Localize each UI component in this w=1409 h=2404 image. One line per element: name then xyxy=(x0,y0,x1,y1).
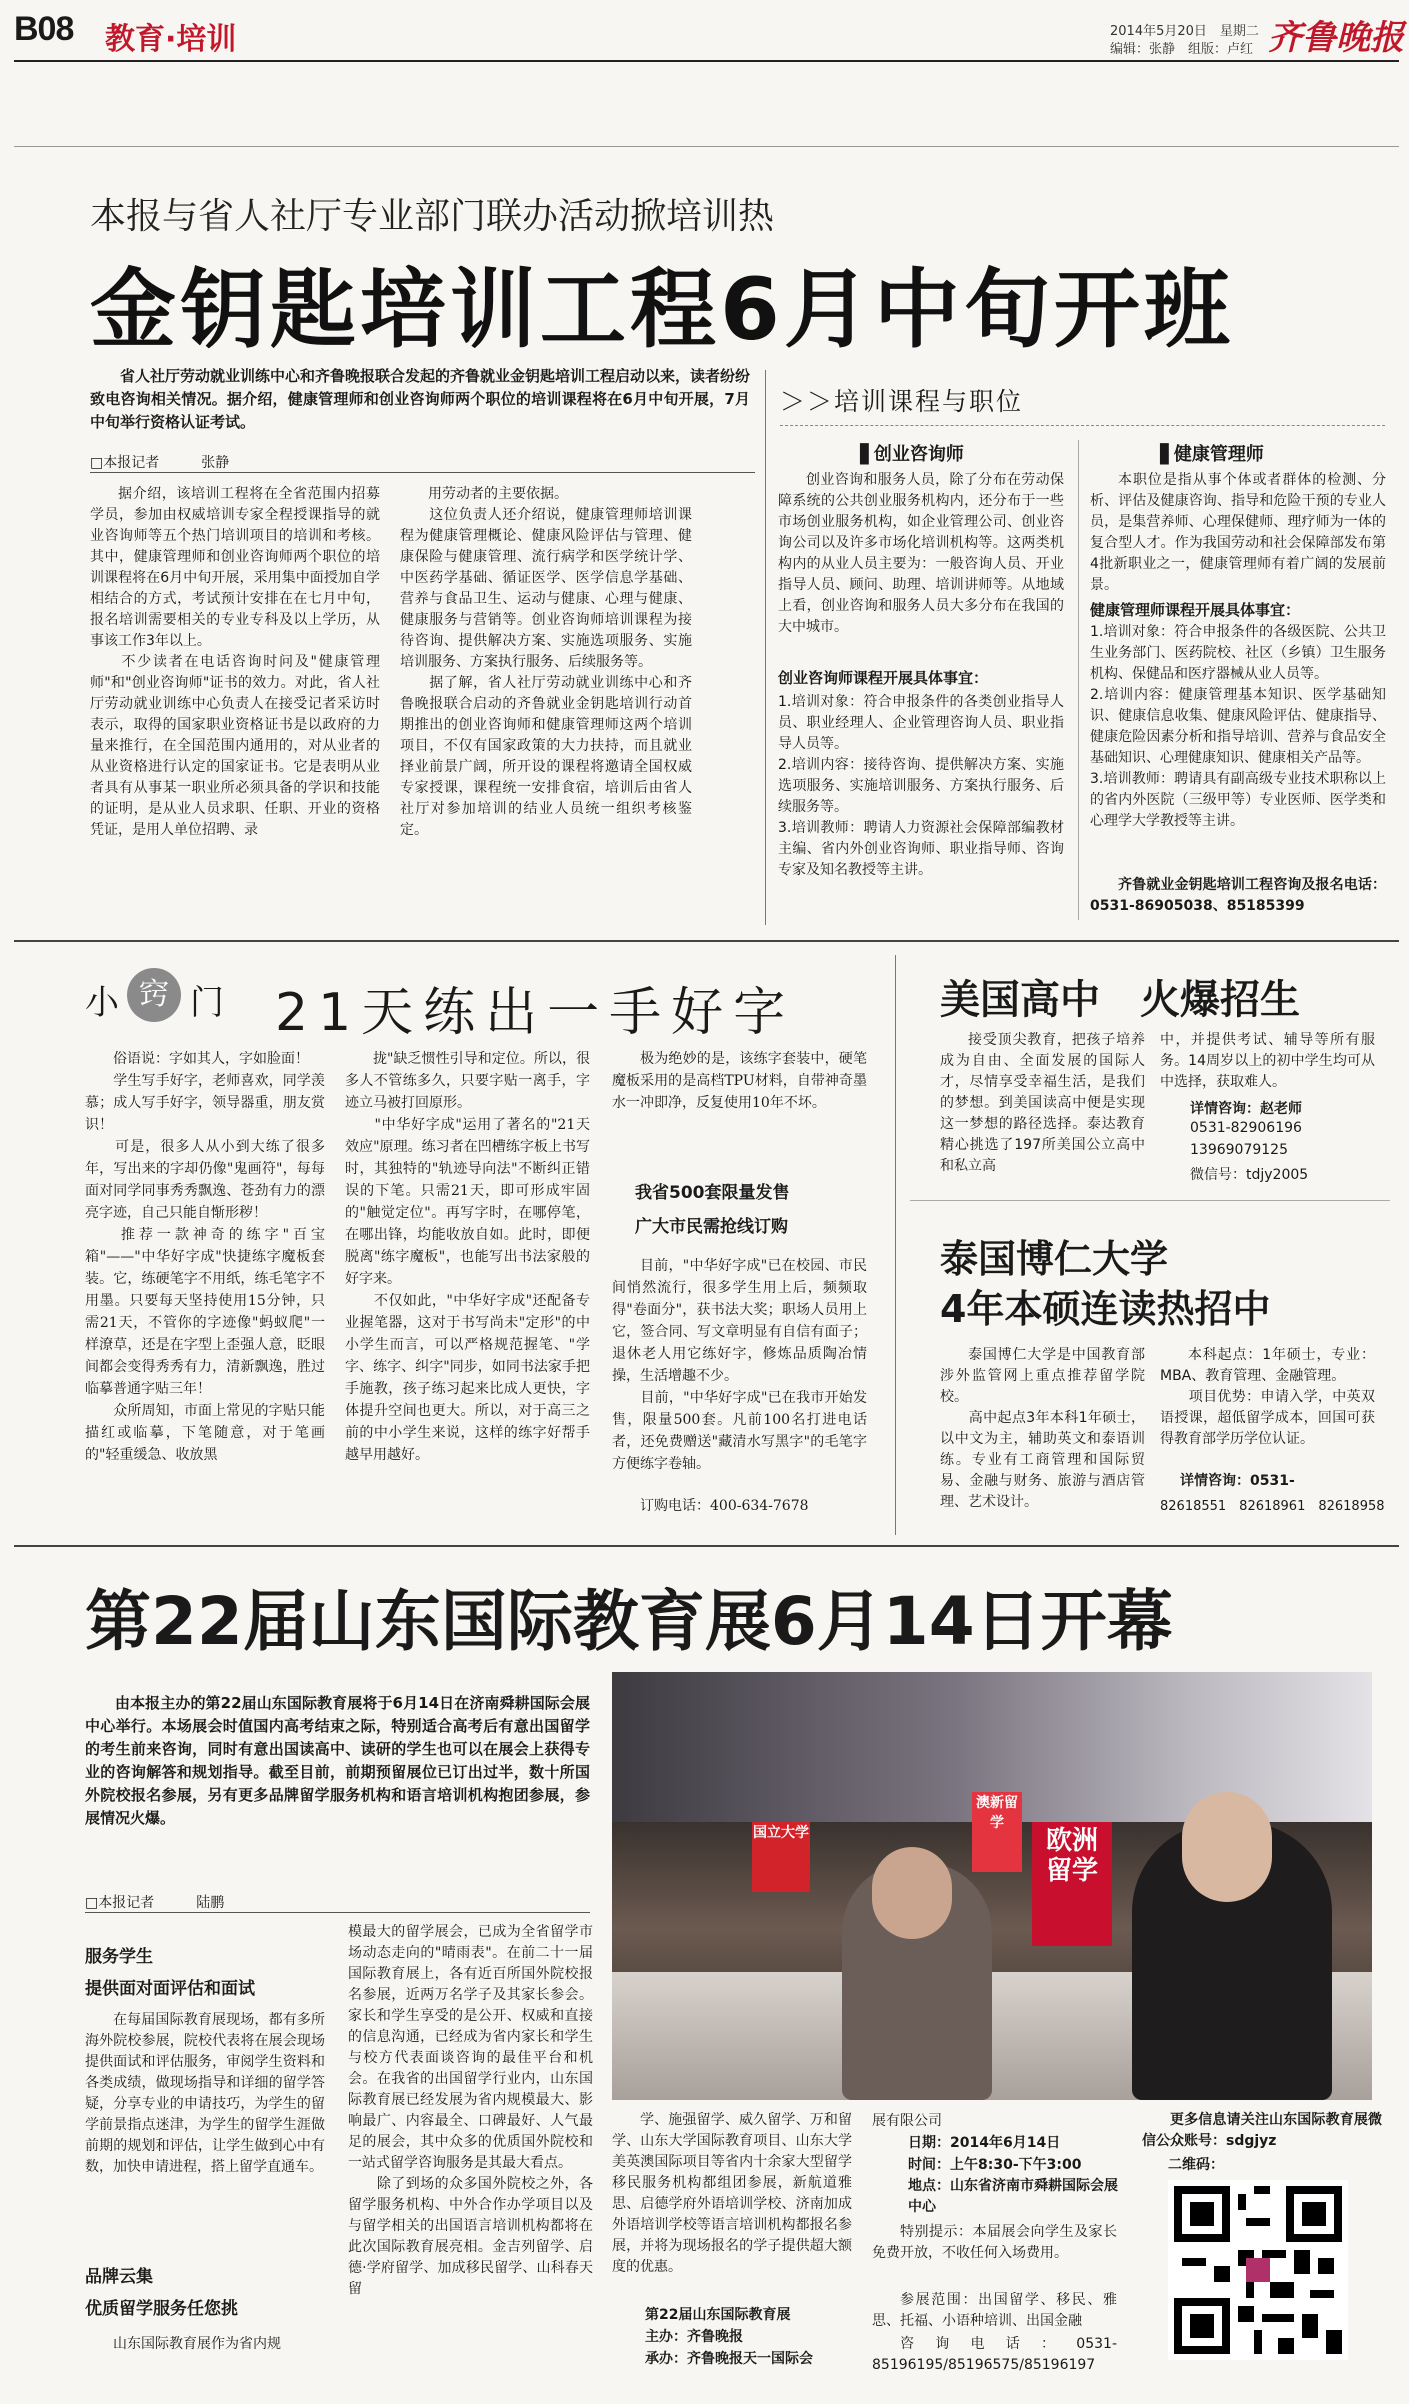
photo-sign-national-university: 国立大学 xyxy=(752,1822,810,1892)
column-badge-text: 窍 xyxy=(139,977,169,1012)
health-schedule-head: 健康管理师课程开展具体事宜： xyxy=(1090,601,1301,619)
article3-col1b: 山东国际教育展作为省内规 xyxy=(113,2336,281,2352)
undertaker: 承办：齐鲁晚报天一国际会 xyxy=(645,2351,813,2367)
article2-order-phone: 订购电话：400-634-7678 xyxy=(640,1498,809,1514)
thai-ad-title-2: 4年本硕连读热招中 xyxy=(940,1287,1271,1331)
article3-byline: □本报记者 陆鹏 xyxy=(85,1895,225,1911)
article2-col1: 俗语说：字如其人，字如脸面！ 学生写手好字，老师喜欢，同学羡慕；成人写手好字，领导器重，朋友赏识！ 可是，很多人从小到大练了很多年，写出来的字却仍像"鬼画符"，每每面对同学同事秀秀飘逸、苍劲有力的漂亮字迹，自己只能自惭形秽！ 推荐一款神奇的练字"百宝箱"——"中华好字成"快捷练字魔板套装。它，练硬笔字不用纸，练毛笔字不用墨。只要每天坚持使用15分钟，只需21天，不管你的字迹像"蚂蚁爬"一样潦草，还是在字型上歪强人意，眨眼间都会变得秀秀有力，清新飘逸，胜过临摹普通字贴三年！ 众所周知，市面上常见的字贴只能描红或临摹，下笔随意，对于笔画的"轻重缓急、收放黑 xyxy=(85,1051,325,1463)
entrepreneur-heading: ▋创业咨询师 xyxy=(860,444,964,465)
date-line: 2014年5月20日 星期二 xyxy=(1110,24,1259,39)
thai-ad-title-1: 泰国博仁大学 xyxy=(940,1237,1169,1281)
event-date: 日期：2014年6月14日 xyxy=(908,2135,1061,2151)
article3-col4: 展有限公司 xyxy=(872,2113,942,2129)
event-wechat: 更多信息请关注山东国际教育展微信公众账号：sdgjyz xyxy=(1142,2112,1382,2149)
training-sidebar-title: ＞＞培训课程与职位 xyxy=(780,387,1024,416)
article3-col1: 在每届国际教育展现场，都有多所海外院校参展，院校代表将在展会现场提供面试和评估服务，审阅学生资料和各类成绩，做现场指导和详细的留学答疑，分享专业的申请技巧，为学生的留学前景指点迷津，为学生的留学生涯做前期的规划和评估，让学生做到心中有数，加快申请进程，搭上留学直通车。 xyxy=(85,2012,325,2175)
column-badge xyxy=(127,968,181,1022)
article3-headline: 第22届山东国际教育展6月14日开幕 xyxy=(85,1583,1173,1660)
thai-ad-phones: 82618551 82618961 82618958 xyxy=(1160,1499,1385,1514)
entrepreneur-items: 1.培训对象：符合申报条件的各类创业指导人员、职业经理人、企业管理咨询人员、职业指导人员等。 2.培训内容：接待咨询、提供解决方案、实施选项服务、实施培训服务、方案执行服务、后续服务等。 3.培训教师：聘请人力资源社会保障部编教材主编、省内外创业咨询师、职业指导师、咨询专家及知名教授等主讲。 xyxy=(778,694,1064,878)
section-name: 教育·培训 xyxy=(105,22,237,57)
event-scope: 参展范围：出国留学、移民、雅思、托福、小语种培训、出国金融 xyxy=(872,2292,1117,2329)
event-venue: 地点：山东省济南市舜耕国际会展中心 xyxy=(908,2178,1118,2215)
article2-headline: 21天练出一手好字 xyxy=(275,983,796,1043)
article1-headline: 金钥匙培训工程6月中旬开班 xyxy=(90,260,1234,360)
article3-subhead-2a: 品牌云集 xyxy=(85,2267,153,2287)
article1-col2: 用劳动者的主要依据。 这位负责人还介绍说，健康管理师培训课程为健康管理概论、健康风险评估与管理、健康保险与健康管理、流行病学和医学统计学、中医药学基础、循证医学、医学信息学基础、营养与食品卫生、运动与健康、心理与健康、健康服务与营销等。创业咨询师培训课程为接待咨询、提供解决方案、实施选项服务、实施培训服务、方案执行服务、后续服务等。 据了解，省人社厅劳动就业训练中心和齐鲁晚报联合启动的齐鲁就业金钥匙培训行动首期推出的创业咨询师和健康管理师这两个培训项目，不仅有国家政策的大力扶持，而且就业择业前景广阔，所开设的课程将邀请全国权威专家授课，课程统一安排食宿，培训后由省人社厅对参加培训的结业人员统一组织考核鉴定。 xyxy=(400,486,692,838)
organizer-head: 第22届山东国际教育展 xyxy=(645,2307,791,2323)
article2-col3: 极为绝妙的是，该练字套装中，硬笔魔板采用的是高档TPU材料，自带神奇墨水一冲即净，反复使用10年不坏。 xyxy=(612,1051,867,1111)
article1-col1: 据介绍，该培训工程将在全省范围内招募学员，参加由权威培训专家全程授课指导的就业咨询师等五个热门培训项目的培训和考核。其中，健康管理师和创业咨询师两个职位的培训课程将在6月中旬开展，采用集中面授加自学相结合的方式，考试预计安排在在七月中旬，报名培训需要相关的专业专科及以上学历，从事该工作3年以上。 不少读者在电话咨询时问及"健康管理师"和"创业咨询师"证书的效力。对此，省人社厅劳动就业训练中心负责人在接受记者采访时表示，取得的国家职业资格证书是以政府的力量来推行，在全国范围内通用的，对从业者的从业资格进行认定的国家证书。它是表明从业者具有从事某一职业所必须具备的学识和技能的证明，是从业人员求职、任职、开业的资格凭证，是用人单位招聘、录 xyxy=(90,486,380,838)
event-time: 时间：上午8:30-下午3:00 xyxy=(908,2157,1082,2173)
thai-ad-body-right: 本科起点：1年硕士，专业：MBA、教育管理、金融管理。 项目优势：申请入学，中英双语授课，超低留学成本，回国可获得教育部学历学位认证。 xyxy=(1160,1347,1375,1447)
event-phone: 咨询电话：0531-85196195/85196575/85196197 xyxy=(872,2336,1117,2373)
article2-subhead-1: 我省500套限量发售 xyxy=(635,1183,790,1203)
page-code: B08 xyxy=(14,10,74,48)
article3-lead: 由本报主办的第22届山东国际教育展将于6月14日在济南舜耕国际会展中心举行。本场展会时值国内高考结束之际，特别适合高考后有意出国留学的考生前来咨询，同时有意出国读高中、读研的学生也可以在展会上获得专业的咨询解答和规划指导。截至目前，前期预留展位已订出过半，数十所国外院校报名参展，另有更多品牌留学服务机构和语言培训机构抱团参展，参展情况火爆。 xyxy=(85,1694,590,1827)
us-ad-phone-2: 13969079125 xyxy=(1190,1142,1288,1158)
article2-subhead-2: 广大市民需抢线订购 xyxy=(635,1217,788,1237)
header-rule xyxy=(14,60,1399,62)
article3-subhead-1b: 提供面对面评估和面试 xyxy=(85,1979,255,1999)
health-manager-heading: ▋健康管理师 xyxy=(1160,444,1264,465)
thai-ad-body-left: 泰国博仁大学是中国教育部涉外监管网上重点推荐留学院校。 高中起点3年本科1年硕士，以中文为主，辅助英文和泰语训练。专业有工商管理和国际贸易、金融与财务、旅游与酒店管理、艺术设计。 xyxy=(940,1347,1145,1510)
article1-byline: □本报记者 张静 xyxy=(90,455,230,471)
wechat-qr-code xyxy=(1168,2180,1348,2360)
article1-contact: 齐鲁就业金钥匙培训工程咨询及报名电话：0531-86905038、85185399 xyxy=(1090,877,1386,914)
photo-sign-europe: 欧洲 留学 xyxy=(1032,1822,1112,1946)
organizer: 主办：齐鲁晚报 xyxy=(645,2329,743,2345)
article3-col3: 学、施强留学、威久留学、万和留学、山东大学国际教育项目、山东大学美英澳国际项目等省内十余家大型留学移民服务机构都组团参展，新航道雅思、启德学府外语培训学校、济南加成外语培训学校等语言培训机构都报名参展，并将为现场报名的学子提供超大额度的优惠。 xyxy=(612,2112,852,2275)
us-ad-wechat: 微信号：tdjy2005 xyxy=(1190,1167,1309,1183)
article3-subhead-1a: 服务学生 xyxy=(85,1947,153,1967)
entrepreneur-intro: 创业咨询和服务人员，除了分布在劳动保障系统的公共创业服务机构内，还分布于一些市场创业服务机构，如企业管理公司、创业咨询公司以及许多市场化培训机构等。这两类机构内的从业人员主要为：一般咨询人员、开业指导人员、顾问、助理、培训讲师等。从地域上看，创业咨询和服务人员大多分布在我国的大中城市。 xyxy=(778,472,1064,635)
health-intro: 本职位是指从事个体或者群体的检测、分析、评估及健康咨询、指导和危险干预的专业人员，是集营养师、心理保健师、理疗师为一体的复合型人才。作为我国劳动和社会保障部发布第4批新职业之一，健康管理师有着广阔的发展前景。 xyxy=(1090,472,1386,593)
entrepreneur-schedule-head: 创业咨询师课程开展具体事宜： xyxy=(778,669,989,687)
event-notice: 特别提示：本届展会向学生及家长免费开放，不收任何入场费用。 xyxy=(872,2224,1117,2261)
article1-lead: 省人社厅劳动就业训练中心和齐鲁晚报联合发起的齐鲁就业金钥匙培训工程启动以来，读者纷纷致电咨询相关情况。据介绍，健康管理师和创业咨询师两个职位的培训课程将在6月中旬开展，7月中旬举行资格认证考试。 xyxy=(90,367,751,431)
us-ad-phone-1: 0531-82906196 xyxy=(1190,1120,1302,1136)
newspaper-logo: 齐鲁晚报 xyxy=(1268,18,1404,58)
article2-col2: 拢"缺乏惯性引导和定位。所以，很多人不管练多久，只要字贴一离手，字迹立马被打回原形。 "中华好字成"运用了著名的"21天效应"原理。练习者在凹槽练字板上书写时，其独特的"轨迹导向法"不断纠正错误的下笔。只需21天，即可形成牢固的"触觉定位"。再写字时，在哪停笔，在哪出锋，均能收放自如。此时，即便脱离"练字魔板"，也能写出书法家般的好字来。 不仅如此，"中华好字成"还配备专业握笔器，这对于书写尚未"定形"的中小学生而言，可以严格规范握笔、"学字、练字、纠字"同步，如同书法家手把手施教，孩子练习起来比成人更快，字体提升空间也更大。所以，对于高三之前的中小学生来说，这样的练字好帮手越早用越好。 xyxy=(345,1051,590,1463)
photo-sign-oceania: 澳新留学 xyxy=(972,1792,1022,1872)
health-items: 1.培训对象：符合申报条件的各级医院、公共卫生业务部门、医药院校、社区（乡镇）卫生服务机构、保健品和医疗器械从业人员等。 2.培训内容：健康管理基本知识、医学基础知识、健康信息收集、健康风险评估、健康指导、健康危险因素分析和指导培训、营养与食品安全基础知识、心理健康知识、健康相关产品等。 3.培训教师：聘请具有副高级专业技术职称以上的省内外医院（三级甲等）专业医师、医学类和心理学大学教授等主讲。 xyxy=(1090,624,1386,829)
qr-label: 二维码： xyxy=(1168,2157,1224,2173)
article2-col3b: 目前，"中华好字成"已在校园、市民间悄然流行，很多学生用上后，频频取得"卷面分"，获书法大奖；职场人员用上它，签合同、写文章明显有自信有面子；退休老人用它练好字，修炼品质陶冶情操，生活增趣不少。 目前，"中华好字成"已在我市开始发售，限量500套。凡前100名打进电话者，还免费赠送"藏清水写黑字"的毛笔字方便练字卷轴。 xyxy=(612,1258,867,1472)
column-prefix-2: 门 xyxy=(190,983,224,1023)
editor-line: 编辑：张静 组版：卢红 xyxy=(1110,42,1254,57)
photo-face-right xyxy=(1182,1792,1272,1902)
us-ad-body-left: 接受顶尖教育，把孩子培养成为自由、全面发展的国际人才，尽情享受幸福生活，是我们的梦想。到美国读高中便是实现这一梦想的路径选择。泰达教育精心挑选了197所美国公立高中和私立高 xyxy=(940,1032,1145,1174)
article1-kicker: 本报与省人社厅专业部门联办活动掀培训热 xyxy=(90,196,775,237)
us-ad-contact: 详情咨询：赵老师 xyxy=(1190,1101,1302,1117)
column-prefix-1: 小 xyxy=(85,983,119,1023)
article3-col2: 模最大的留学展会，已成为全省留学市场动态走向的"晴雨表"。在前二十一届国际教育展上，各有近百所国外院校报名参展，近两万名学子及其家长参会。家长和学生享受的是公开、权威和直接的信息沟通，已经成为省内家长和学生与校方代表面谈咨询的最佳平台和机会。在我省的出国留学行业内，山东国际教育展已经发展为省内规模最大、影响最广、内容最全、口碑最好、人气最足的展会，其中众多的优质国外院校和一站式留学咨询服务是其最大看点。 除了到场的众多国外院校之外，各留学服务机构、中外合作办学项目以及与留学相关的出国语言培训机构都将在此次国际教育展亮相。金吉列留学、启德·学府留学、加成移民留学、山科春天留 xyxy=(348,1924,593,2297)
us-ad-title: 美国高中 火爆招生 xyxy=(940,977,1300,1023)
us-ad-body-right: 中，并提供考试、辅导等所有服务。14周岁以上的初中学生均可从中选择，获取难人。 xyxy=(1160,1032,1375,1090)
exhibition-photo xyxy=(612,1672,1372,2100)
qr-icon xyxy=(1174,2186,1342,2354)
photo-face-left xyxy=(872,1847,952,1939)
thai-ad-contact: 详情咨询：0531- xyxy=(1180,1473,1295,1489)
article3-subhead-2b: 优质留学服务任您挑 xyxy=(85,2299,238,2319)
